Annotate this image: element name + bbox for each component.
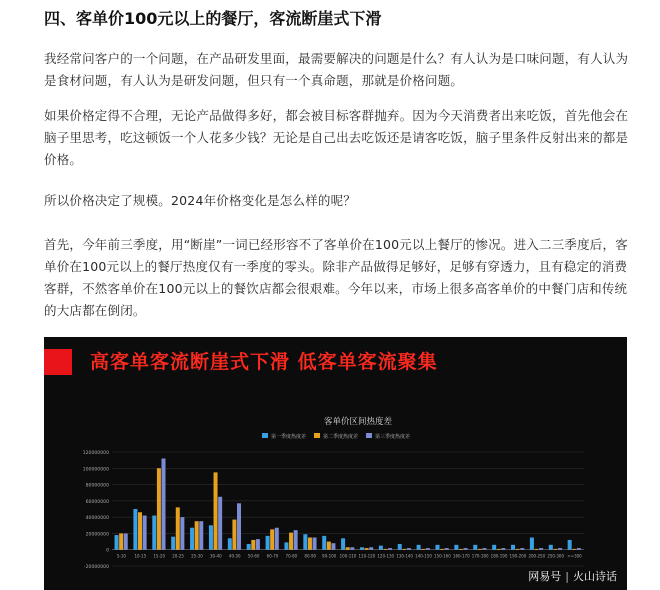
bar — [190, 528, 194, 550]
x-tick-label: 30-40 — [210, 553, 222, 559]
bar — [383, 549, 387, 550]
bar — [539, 548, 543, 550]
bar — [303, 534, 307, 549]
watermark-source: 网易号 — [528, 570, 562, 583]
bar — [568, 540, 572, 550]
article-paragraph: 所以价格决定了规模。2024年价格变化是怎么样的呢？ — [44, 193, 357, 208]
x-tick-label: 100-110 — [339, 553, 357, 559]
bar — [284, 542, 288, 549]
x-tick-label: 60-70 — [266, 553, 279, 559]
x-tick-label: 90-100 — [322, 553, 337, 559]
article-paragraph: 首先，今年前三季度，用“断崖”一词已经形容不了客单价在100元以上餐厅的惨况。进入二三季度后，客单价在100元以上的餐厅热度仅有一季度的零头。除非产品做得足够好，足够有穿透力，且有稳定的消费客群，不然客单价在100元以上的餐饮店都会很艰难。今年以来，市场上很多高客单价的中餐门店和传统的大店都在倒闭。 — [44, 237, 628, 318]
bar — [473, 545, 477, 550]
bar — [501, 548, 505, 550]
bar — [115, 535, 119, 550]
bar — [369, 547, 373, 549]
bar — [402, 549, 406, 550]
bar — [195, 521, 199, 550]
y-tick-label: 100000000 — [82, 467, 109, 473]
bar — [535, 549, 539, 550]
y-tick-label: 0 — [106, 548, 109, 554]
bar — [247, 544, 251, 550]
bar — [360, 547, 364, 549]
y-tick-label: 40000000 — [85, 516, 109, 522]
bar — [436, 545, 440, 550]
bar — [199, 521, 203, 550]
bar — [497, 549, 501, 550]
banner-title: 高客单客流断崖式下滑 低客单客流聚集 — [90, 351, 438, 373]
bar — [421, 549, 425, 550]
bar — [492, 545, 496, 550]
x-tick-label: 40-50 — [228, 553, 241, 559]
bar — [520, 548, 524, 550]
y-tick-label: 120000000 — [82, 451, 109, 456]
bar — [341, 538, 345, 549]
bar — [237, 503, 241, 549]
bar — [294, 530, 298, 550]
bar — [228, 538, 232, 549]
x-tick-label: 250-300 — [547, 553, 565, 559]
bar — [218, 497, 222, 550]
x-tick-label: 180-190 — [490, 553, 508, 559]
bar — [440, 549, 444, 550]
bar — [232, 520, 236, 550]
y-tick-label: 20000000 — [85, 532, 109, 538]
bar — [289, 533, 293, 550]
bar — [346, 547, 350, 549]
watermark-separator: | — [565, 570, 569, 583]
bar — [379, 546, 383, 550]
x-tick-label: 130-140 — [396, 553, 413, 559]
bar — [180, 517, 184, 550]
bar — [331, 543, 335, 550]
x-tick-label: 70-80 — [285, 553, 298, 559]
bar — [365, 548, 369, 550]
bar — [270, 529, 274, 549]
bar — [119, 533, 123, 549]
legend-swatch — [262, 433, 268, 438]
x-tick-label: 120-130 — [377, 553, 395, 559]
bar — [313, 538, 317, 550]
bar — [209, 525, 213, 549]
bar — [350, 547, 354, 549]
article-image-chart — [44, 337, 627, 590]
watermark — [528, 568, 617, 584]
bar — [143, 516, 147, 550]
legend-swatch — [366, 433, 372, 438]
bar — [464, 548, 468, 550]
x-tick-label: 25-30 — [191, 553, 203, 559]
bar — [426, 548, 430, 550]
chart-title: 客单价区间热度差 — [323, 417, 393, 427]
x-tick-label: 200-250 — [528, 553, 546, 559]
watermark-author: 火山诗话 — [573, 570, 617, 583]
x-tick-label: 110-120 — [358, 553, 376, 559]
x-tick-label: 80-90 — [304, 553, 317, 559]
bar — [171, 537, 175, 550]
bar — [162, 459, 166, 550]
article-paragraph: 如果价格定得不合理，无论产品做得多好，都会被目标客群抛弃。因为今天消费者出来吃饭，首先他会在脑子里思考，吃这顿饭一个人花多少钱？无论是自己出去吃饭还是请客吃饭，脑子里条件反射出来的都是价格。 — [44, 108, 629, 167]
x-tick-label: 190-200 — [509, 553, 527, 559]
bar — [152, 516, 156, 550]
bar — [133, 509, 137, 550]
bar — [176, 507, 180, 549]
legend-swatch — [314, 433, 320, 438]
x-tick-label: 20-25 — [172, 553, 184, 559]
bar — [482, 548, 486, 550]
bar — [516, 549, 520, 550]
bar — [577, 548, 581, 550]
x-tick-label: 150-160 — [434, 553, 451, 559]
bar — [454, 545, 458, 550]
bar — [275, 528, 279, 550]
bar — [266, 536, 270, 550]
bar — [124, 533, 128, 549]
bar — [157, 468, 161, 549]
y-tick-label: -20000000 — [83, 565, 109, 570]
bar — [530, 538, 534, 550]
bar — [388, 548, 392, 550]
bar — [251, 540, 255, 550]
bar — [214, 472, 218, 549]
x-tick-label: 10-15 — [134, 553, 147, 559]
bar — [511, 545, 515, 550]
x-tick-label: >=300 — [567, 553, 582, 559]
y-tick-label: 60000000 — [85, 499, 109, 505]
x-tick-label: 5-10 — [116, 553, 126, 559]
bar — [558, 548, 562, 550]
bar — [256, 539, 260, 550]
section-heading: 四、客单价100元以上的餐厅，客流断崖式下滑 — [44, 9, 382, 28]
bar — [327, 542, 331, 550]
bar — [407, 548, 411, 550]
x-tick-label: 15-20 — [153, 553, 166, 559]
bar — [459, 549, 463, 550]
bar — [553, 549, 557, 550]
legend-label: 第三季度热度差 — [375, 434, 411, 440]
bar — [445, 548, 449, 550]
bar — [549, 545, 553, 550]
legend-label: 第一季度热度差 — [271, 434, 307, 440]
bar-chart — [44, 337, 627, 590]
bar — [398, 544, 402, 550]
x-tick-label: 140-150 — [415, 553, 432, 559]
legend-label: 第二季度热度差 — [323, 434, 359, 440]
x-tick-label: 160-170 — [452, 553, 470, 559]
bar — [478, 549, 482, 550]
article-paragraph: 我经常问客户的一个问题，在产品研发里面，最需要解决的问题是什么？有人认为是口味问题，有人认为是食材问题，有人认为是研发问题，但只有一个真命题，那就是价格问题。 — [44, 51, 629, 88]
bar — [572, 549, 576, 550]
bar — [417, 545, 421, 550]
x-tick-label: 50-60 — [247, 553, 260, 559]
bar — [322, 536, 326, 550]
x-tick-label: 170-180 — [471, 553, 489, 559]
bar — [138, 512, 142, 549]
bar — [308, 538, 312, 550]
y-tick-label: 80000000 — [85, 483, 109, 489]
